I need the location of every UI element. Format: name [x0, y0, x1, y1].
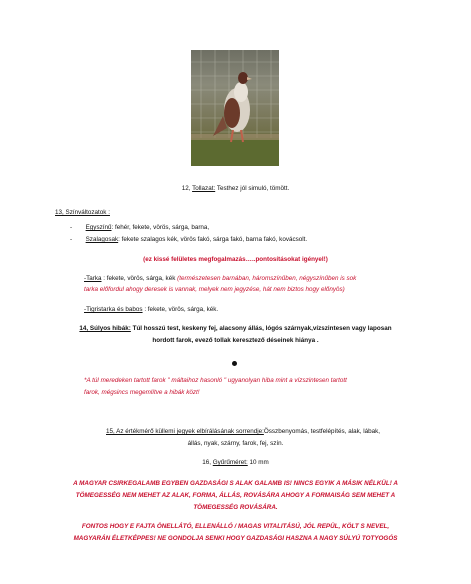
section-15-line-1: [106, 428, 380, 437]
bullet-dot-icon: [232, 361, 237, 366]
closing-line-5: MAGYARÁN ÉLETKÉPPES! NE GONDOLJA SENKI HOGY GAZDASÁGI HASZNA A NAGY SÚLYÚ TOTYOGÓS: [73, 535, 398, 542]
pigeon-photo: [191, 50, 279, 166]
section-15-line-2: állás, nyak, szárny, farok, fej, szín.: [187, 440, 284, 447]
italic-note-1: *A túl meredeken tartott farok " máltaihoz hasonló " ugyanolyan hiba mint a vízszintesen tartott: [84, 377, 347, 384]
variant-dash: -: [70, 236, 73, 243]
section-16: [0, 459, 471, 468]
variant-label: Egyszínű: [85, 224, 112, 231]
variant-egyszinu: [70, 224, 209, 233]
section-12-text: Testhez jól simuló, tömött.: [216, 185, 290, 192]
italic-note-2: farok, mégsincs megemlítve a hibák közt!: [84, 389, 200, 396]
tarka-line: [84, 275, 356, 284]
closing-line-2: TÖMEGESSÉG NEM MEHET AZ ALAK, FORMA, ÁLLÁS, ROVÁSÁRA AHOGY A FORMAISÁG SEM MEHET A: [75, 492, 396, 499]
section-15-text-1: Összbenyomás, testfelépítés, alak, lábak,: [263, 428, 381, 435]
section-14-line-2: hordott farok, evező tollak keresztező déseinek hiánya .: [152, 337, 319, 344]
section-12-number: 12,: [181, 185, 191, 192]
section-16-label: Gyűrűméret:: [212, 459, 248, 466]
section-13-heading: 13, Színváltozatok :: [55, 209, 110, 216]
tigris-text: : fekete, vörös, sárga, kék.: [144, 306, 219, 313]
section-14-label: 14, Súlyos hibák:: [79, 325, 131, 332]
section-12: [0, 185, 471, 194]
section-14-line-1: [0, 325, 471, 334]
section-16-number: 16,: [202, 459, 211, 466]
variant-dash: -: [70, 224, 73, 231]
tarka-comment-1: (természetesen barnában, háromszínűben, négyszínűben is sok: [177, 275, 357, 282]
section-16-text: 10 mm: [247, 459, 269, 466]
section-14-text-1: Túl hosszú test, keskeny fej, alacsony állás, lógós szárnyak,vízszintesen vagy laposan: [132, 325, 392, 332]
tigris-line: [84, 306, 218, 315]
variant-text: : fekete szalagos kék, vörös fakó, sárga fakó, barna fakó, kovácsolt.: [118, 236, 308, 243]
tigris-label: -Tigristarka és babos: [84, 306, 143, 313]
pigeon-illustration: [191, 50, 279, 166]
closing-line-4: FONTOS HOGY E FAJTA ÖNELLÁTÓ, ELLENÁLLÓ / MAGAS VITALITÁSÚ, JÓL REPÜL, KÖLT S NEVEL,: [81, 523, 390, 530]
red-note: (ez kissé felületes megfogalmazás…..pontosításokat igényel!): [143, 256, 328, 263]
variant-szalagosak: [70, 236, 307, 245]
variant-label: Szalagosak: [85, 236, 119, 243]
section-15-label: 15, Az értékmérő küllemi jegyek elbírálásának sorrendje:: [106, 428, 264, 435]
section-12-label: Tollazat:: [192, 185, 216, 192]
tarka-label: -Tarka: [84, 275, 102, 282]
variant-text: : fehér, fekete, vörös, sárga, barna,: [111, 224, 210, 231]
closing-line-3: TÖMEGESSÉG ROVÁSÁRA.: [193, 504, 278, 511]
closing-line-1: A MAGYAR CSIRKEGALAMB EGYBEN GAZDASÁGI S ALAK GALAMB IS! NINCS EGYIK A MÁSIK NÉLKÜL! A: [73, 480, 398, 487]
tarka-text: : fekete, vörös, sárga, kék: [103, 275, 176, 282]
tarka-comment-2: tarka előfordul ahogy deresek is vannak, melyek nem jegyzése, hát nem biztos hogy előnyös): [84, 286, 345, 293]
